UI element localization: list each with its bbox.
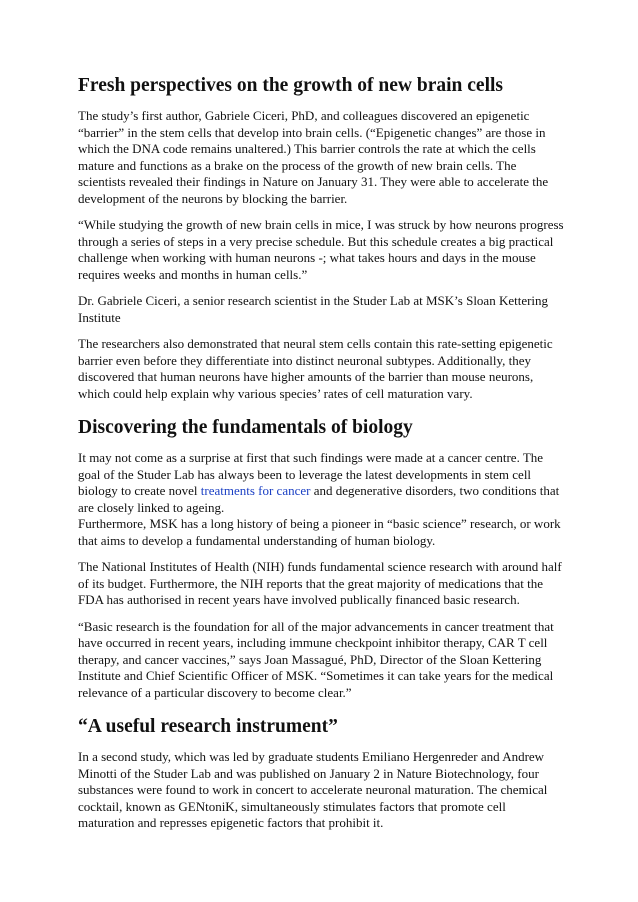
quote-paragraph: “While studying the growth of new brain cells in mice, I was struck by how neurons progress through a series of steps in a very precise schedule. But this schedule creates a big practical challenge when working with human neurons -; what takes hours and days in the mouse requires weeks and months in human cells.” [78,217,564,282]
paragraph: In a second study, which was led by graduate students Emiliano Hergenreder and Andrew Minotti of the Studer Lab and was published on January 2 in Nature Biotechnology, four substances were found to work in concert to accelerate neuronal maturation. The chemical cocktail, known as GENtoniK, simultaneously stimulates factors that promote cell maturation and represses epigenetic factors that prohibit it. [78,749,548,830]
paragraph-text: It may not come as a surprise at first that such findings were made at a cancer centre. The goal of the Studer Lab has always been to leverage the latest developments in stem cell biology to create novel [78,450,544,498]
paragraph: Furthermore, MSK has a long history of being a pioneer in “basic science” research, or work that aims to develop a fundamental understanding of human biology. [78,516,561,548]
section-heading: “A useful research instrument” [78,716,338,737]
section-fundamentals [78,416,564,701]
paragraph: The researchers also demonstrated that neural stem cells contain this rate-setting epigenetic barrier even before they differentiate into distinct neuronal subtypes. Additionally, they discovered that human neurons have higher amounts of the barrier than mouse neurons, which could help explain why various species’ rates of cell maturation vary. [78,336,553,401]
section-research-instrument [78,715,564,832]
section-brain-cells [78,74,564,402]
paragraph-text: and degenerative disorders, two conditions that are closely linked to ageing. [78,483,560,515]
section-heading: Fresh perspectives on the growth of new brain cells [78,75,503,96]
paragraph-with-link [78,450,564,516]
treatments-for-cancer-link[interactable]: treatments for cancer [200,483,311,498]
quote-paragraph: “Basic research is the foundation for all of the major advancements in cancer treatment that have occurred in recent years, including immune checkpoint inhibitor therapy, CAR T cell therapy, and cancer vaccines,” says Joan Massagué, PhD, Director of the Sloan Kettering Institute and Chief Scientific Officer of MSK. “Sometimes it can take years for the medical relevance of a particular discovery to become clear.” [78,618,554,700]
paragraph: The National Institutes of Health (NIH) funds fundamental science research with around half of its budget. Furthermore, the NIH reports that the great majority of medications that the FDA has authorised in recent years have involved publically financed basic research. [78,559,562,607]
section-heading: Discovering the fundamentals of biology [78,417,413,438]
paragraph: The study’s first author, Gabriele Ciceri, PhD, and colleagues discovered an epigenetic “barrier” in the stem cells that develop into brain cells. (“Epigenetic changes” are those in which the DNA code remains unaltered.) This barrier controls the rate at which the cells mature and functions as a brake on the process of the growth of new brain cells. The scientists revealed their findings in Nature on January 31. They were able to accelerate the development of the neurons by blocking the barrier. [78,108,549,206]
document-page [78,74,564,842]
attribution-paragraph: Dr. Gabriele Ciceri, a senior research scientist in the Studer Lab at MSK’s Sloan Kettering Institute [78,293,549,325]
